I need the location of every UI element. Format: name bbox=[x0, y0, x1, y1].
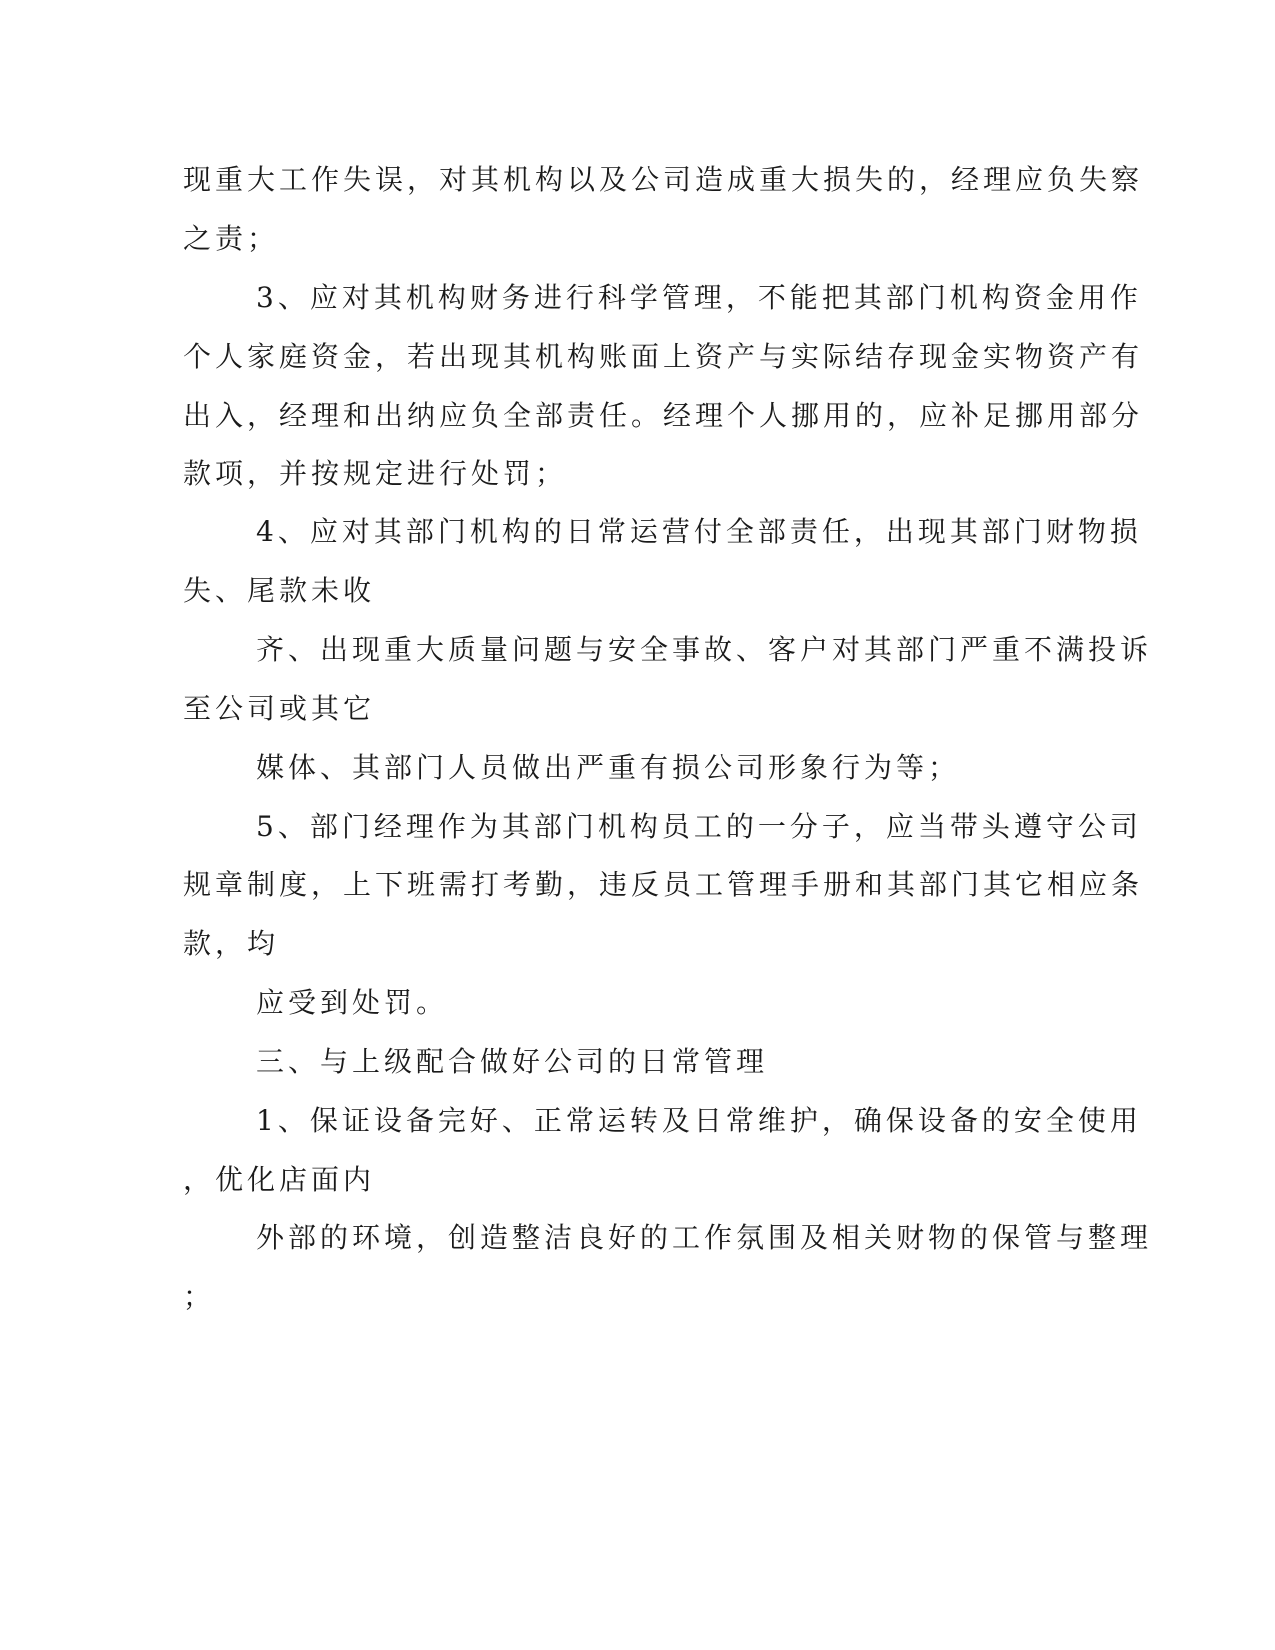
text-line-14: 款，均 bbox=[183, 927, 280, 960]
text-line-9: 齐、出现重大质量问题与安全事故、客户对其部门严重不满投诉 bbox=[256, 633, 1153, 666]
text-line-17: 1、保证设备完好、正常运转及日常维护，确保设备的安全使用 bbox=[256, 1104, 1142, 1137]
text-line-20: ； bbox=[183, 1280, 216, 1313]
text-line-8: 失、尾款未收 bbox=[183, 574, 376, 607]
text-line-11: 媒体、其部门人员做出严重有损公司形象行为等； bbox=[256, 751, 961, 784]
text-line-1: 现重大工作失误，对其机构以及公司造成重大损失的，经理应负失察 bbox=[183, 163, 1144, 196]
text-line-15: 应受到处罚。 bbox=[256, 986, 449, 1019]
text-line-7: 4、应对其部门机构的日常运营付全部责任，出现其部门财物损 bbox=[256, 515, 1142, 548]
text-line-4: 个人家庭资金，若出现其机构账面上资产与实际结存现金实物资产有 bbox=[183, 340, 1144, 373]
text-line-18: ，优化店面内 bbox=[183, 1163, 376, 1196]
section-heading: 三、与上级配合做好公司的日常管理 bbox=[256, 1045, 769, 1078]
text-line-5: 出入，经理和出纳应负全部责任。经理个人挪用的，应补足挪用部分 bbox=[183, 399, 1144, 432]
text-line-3: 3、应对其机构财务进行科学管理，不能把其部门机构资金用作 bbox=[256, 281, 1142, 314]
text-line-10: 至公司或其它 bbox=[183, 692, 376, 725]
text-line-6: 款项，并按规定进行处罚； bbox=[183, 457, 568, 490]
text-line-2: 之责； bbox=[183, 222, 280, 255]
text-line-13: 规章制度，上下班需打考勤，违反员工管理手册和其部门其它相应条 bbox=[183, 868, 1144, 901]
text-line-19: 外部的环境，创造整洁良好的工作氛围及相关财物的保管与整理 bbox=[256, 1221, 1153, 1254]
text-line-12: 5、部门经理作为其部门机构员工的一分子，应当带头遵守公司 bbox=[256, 810, 1142, 843]
